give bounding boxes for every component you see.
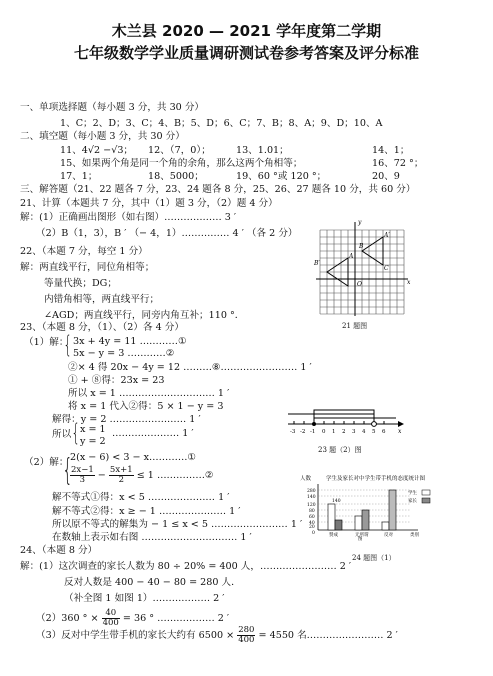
fill-14: 14、1； xyxy=(372,145,410,156)
bar-ytick-80: 80 xyxy=(309,509,315,514)
frac-1-numerator: 2x−1 xyxy=(71,465,94,475)
q23-ineq-step-1: 解不等式①得：x < 5 ………………… 1 ′ xyxy=(52,492,230,503)
q24-part1-c: （补全图 1 如图 1）……………… 2 ′ xyxy=(64,593,225,604)
q24-heading: 24、（本题 8 分） xyxy=(20,545,98,556)
tick-label-neg2: -2 xyxy=(300,429,306,435)
q23-solution-score: ………………… 1 ′ xyxy=(112,428,194,439)
bar-title: 学生及家长对中学生带手机的态度统计图 xyxy=(326,476,426,482)
fill-17: 17、1； xyxy=(60,171,98,182)
bar-ytick-120: 120 xyxy=(307,503,316,508)
section-1-heading: 一、单项选择题（每小题 3 分，共 30 分） xyxy=(20,102,205,113)
tick-label-neg1: -1 xyxy=(310,429,316,435)
legend-parent-swatch xyxy=(422,498,430,503)
equation-2: 5x − y = 3 …………② xyxy=(73,348,175,359)
figure-21-grid xyxy=(312,219,412,318)
bar-support-parent xyxy=(335,520,342,530)
q21-part2: （2）B（1，3），B ′ （− 4，1）…………… 4 ′ （各 2 分） xyxy=(36,228,298,239)
fill-19: 19、60 °或 120 °； xyxy=(236,171,327,182)
fill-20: 20、9 xyxy=(372,171,400,182)
category-support: 赞成 xyxy=(329,533,338,538)
q23-solution-label: 所以 xyxy=(52,429,72,440)
bar-y-axis-label: 人数 xyxy=(300,476,312,482)
category-indifferent: 无所谓 xyxy=(355,533,369,538)
tick-label-2: 2 xyxy=(342,429,346,435)
bar-oppose-student xyxy=(382,522,389,530)
tick-label-3: 3 xyxy=(352,429,356,435)
q24-part3-numerator: 280 xyxy=(238,625,255,635)
q24-part2-numerator: 40 xyxy=(102,609,120,619)
q22-line1: 解：两直线平行，同位角相等； xyxy=(20,262,155,273)
fill-15: 15、如果两个角是同一个角的余角，那么这两个角相等； xyxy=(60,158,303,169)
section-3-heading: 三、解答题（21、22 题各 7 分，23、24 题各 8 分，25、26、27 题各 10 分，共 60 分） xyxy=(20,184,416,195)
q21-heading: 21、计算（本题共 7 分，其中（1）题 3 分，（2）题 4 分） xyxy=(20,198,278,209)
grid-x-label: x xyxy=(407,279,411,286)
section-1-answers: 1、C；2、D；3、C；4、B；5、D；6、C；7、B；8、A；9、D；10、A xyxy=(60,118,383,129)
bar-figure-label: 图 xyxy=(358,537,363,542)
legend-student-swatch xyxy=(422,490,430,495)
bar-ytick-280: 280 xyxy=(307,489,316,494)
q24-part1-b: 反对人数是 400 − 40 − 80 = 280 人． xyxy=(64,577,241,588)
inequality-2 xyxy=(70,466,214,485)
bar-indifferent-parent xyxy=(362,510,369,530)
q23-heading: 23、（本题 8 分，（1）、（2）各 4 分） xyxy=(20,322,184,333)
grid-y-label: y xyxy=(358,219,362,226)
tick-label-5: 5 xyxy=(372,429,376,435)
bar-ytick-60: 60 xyxy=(309,515,315,520)
fill-11: 11、4√2 −√3； xyxy=(60,145,134,156)
legend-student: 学生 xyxy=(408,491,417,496)
system-brace-1: { xyxy=(63,331,72,359)
grid-point-a-label: A xyxy=(349,253,354,260)
q24-part3 xyxy=(36,626,398,645)
q23-ineq-step-4: 在数轴上表示如右图 ………………………… 1 ′ xyxy=(52,532,252,543)
figure-23-number-line xyxy=(286,402,406,438)
q23-step-4: 将 x = 1 代入②得：5 × 1 − y = 3 xyxy=(68,401,224,412)
bar-ytick-0: 0 xyxy=(312,531,315,536)
tick-label-4: 4 xyxy=(362,429,366,435)
q22-line3: 内错角相等，两直线平行； xyxy=(44,294,160,305)
section-2-heading: 二、填空题（每小题 3 分，共 30 分） xyxy=(20,131,185,142)
bar-value-label: 140 xyxy=(332,499,341,504)
bar-support-student xyxy=(328,504,335,530)
tick-label-neg3: -3 xyxy=(290,429,296,435)
q23-step-1: ②× 4 得 20x − 4y = 12 ………⑧…………………… 1 ′ xyxy=(68,362,312,373)
bar-ytick-40: 40 xyxy=(309,521,315,526)
title-line-1: 木兰县 2020 — 2021 学年度第二学期 xyxy=(111,22,382,40)
q23-part1-label: （1）解： xyxy=(24,337,69,348)
category-axis-label: 类别 xyxy=(410,533,419,538)
q22-line2: 等量代换；DG； xyxy=(44,278,117,289)
system-brace-3: { xyxy=(62,453,73,488)
bar-indifferent-student xyxy=(355,516,362,530)
q24-part3-denominator: 400 xyxy=(238,635,255,645)
fill-12: 12、（7，0）； xyxy=(148,145,211,156)
q24-part3-lead: （3）反对中学生带手机的家长大约有 6500 × xyxy=(36,630,235,641)
tick-label-0: 0 xyxy=(322,429,326,435)
bar-ytick-140: 140 xyxy=(307,495,316,500)
q24-part1: 解：(1）这次调查的家长人数为 80 ÷ 20% = 400 人，…………………… 2 ′ xyxy=(20,561,352,572)
q23-ineq-step-2: 解不等式②得：x ≥ − 1 ………………… 1 ′ xyxy=(52,506,241,517)
q24-part2-tail: = 36 ° ……………… 2 ′ xyxy=(122,613,230,624)
q21-part1: 解：(1）正确画出图形（如右图）……………… 3 ′ xyxy=(20,212,237,223)
numline-x-label: x xyxy=(398,428,402,435)
grid-origin-label: O xyxy=(357,281,362,288)
q24-part2-lead: （2）360 ° × xyxy=(36,613,99,624)
category-oppose: 反对 xyxy=(384,533,393,538)
system-brace-2: { xyxy=(71,419,80,447)
figure-24-caption: 24 题图（1） xyxy=(352,554,396,562)
solution-x: x = 1 xyxy=(80,424,106,435)
q23-step-5: 解得：y = 2 …………………… 1 ′ xyxy=(52,414,201,425)
q23-step-2: ① + ⑧得：23x = 23 xyxy=(68,375,165,386)
figure-23-caption: 23 题（2）图 xyxy=(318,446,362,454)
q22-line4: ∠AGD；两直线平行，同旁内角互补；110 °． xyxy=(44,310,245,321)
figure-24-bar-chart xyxy=(298,472,468,540)
fill-13: 13、1.01； xyxy=(236,145,289,156)
grid-point-bp-label: B xyxy=(359,243,364,250)
fill-18: 18、5000； xyxy=(148,171,204,182)
bar-oppose-parent xyxy=(389,490,396,530)
grid-point-c-label: C xyxy=(384,265,389,272)
frac-2-numerator: 5x+1 xyxy=(109,465,133,475)
q23-part2-label: （2）解： xyxy=(24,457,69,468)
grid-point-b-label: B′ xyxy=(314,260,320,267)
frac-1-denominator: 3 xyxy=(79,475,86,485)
fill-16: 16、72 °； xyxy=(372,158,424,169)
q23-ineq-step-3: 所以原不等式的解集为 − 1 ≤ x < 5 …………………… 1 ′ xyxy=(52,519,303,530)
grid-point-ap-label: A′ xyxy=(384,232,390,239)
equation-1: 3x + 4y = 11 …………① xyxy=(73,336,187,347)
inequality-2-tail: ≤ 1 ……………② xyxy=(136,470,214,481)
figure-21-caption: 21 题图 xyxy=(342,322,368,330)
q24-part2-denominator: 400 xyxy=(102,618,119,628)
q23-step-3: 所以 x = 1 ………………………… 1 ′ xyxy=(68,388,230,399)
bar-ytick-20: 20 xyxy=(309,525,315,530)
tick-label-1: 1 xyxy=(332,429,336,435)
frac-minus: − xyxy=(97,470,106,481)
legend-parent: 家长 xyxy=(408,499,417,504)
frac-2-denominator: 2 xyxy=(118,475,124,485)
solution-y: y = 2 xyxy=(80,436,106,447)
inequality-1: 2(x − 6) < 3 − x…………① xyxy=(70,452,197,463)
q22-heading: 22、（本题 7 分，每空 1 分） xyxy=(20,246,148,257)
q24-part3-tail: = 4550 名…………………… 2 ′ xyxy=(258,630,398,641)
title-line-2: 七年级数学学业质量调研测试卷参考答案及评分标准 xyxy=(73,44,419,62)
tick-label-6: 6 xyxy=(382,429,386,435)
